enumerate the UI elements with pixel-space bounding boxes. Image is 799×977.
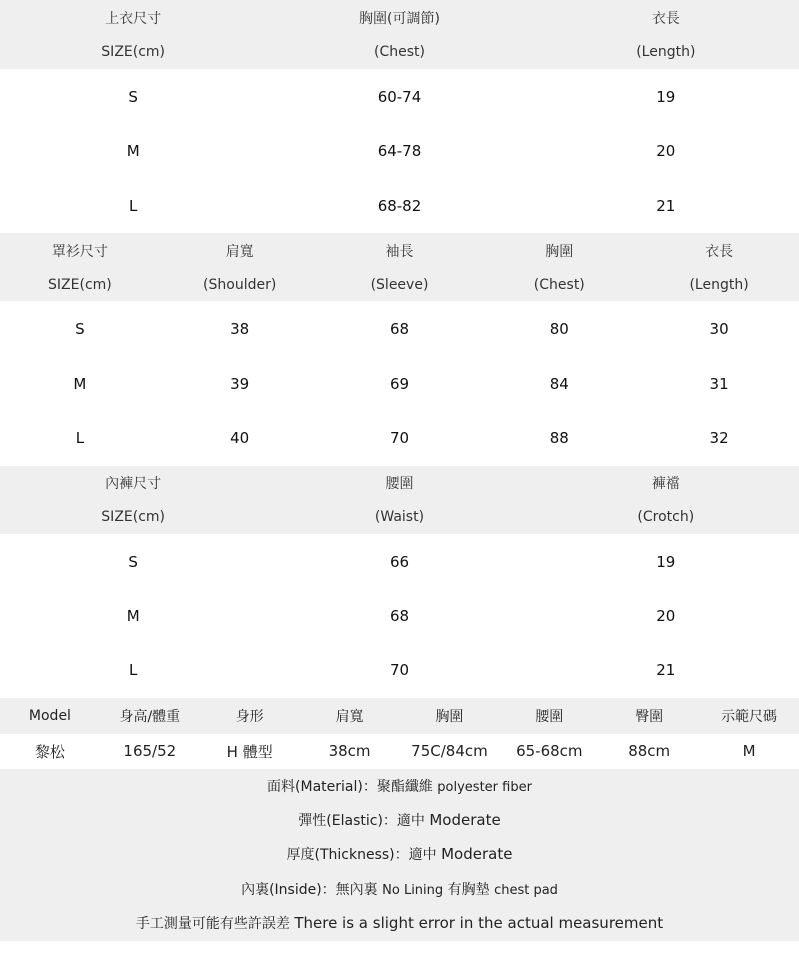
thickness-line: 厚度(Thickness)：適中 Moderate (286, 845, 513, 863)
table-row (0, 140, 799, 162)
jacket-length-title: 衣長 (705, 244, 734, 260)
chest-cell: 80 (549, 320, 569, 338)
sample-size-value: M (742, 742, 756, 760)
jacket-header-row-en (0, 274, 799, 296)
top-length-en: (Length) (636, 44, 696, 60)
chest-cell: 68-82 (377, 197, 422, 215)
table-row (0, 659, 799, 681)
size-cell: M (126, 142, 140, 160)
height-weight-label: 身高/體重 (119, 709, 181, 725)
waist-cell: 70 (389, 661, 410, 679)
waist-cell: 66 (389, 553, 410, 571)
shorts-size-title: 內褲尺寸 (105, 476, 162, 492)
sleeve-cell: 69 (389, 375, 410, 393)
crotch-cell: 19 (656, 553, 676, 571)
model-values-row (0, 740, 799, 762)
shorts-header-row-en (0, 506, 799, 528)
sleeve-cell: 68 (389, 320, 410, 338)
jacket-size-unit: SIZE(cm) (48, 277, 112, 293)
shorts-size-unit: SIZE(cm) (101, 509, 166, 525)
jacket-shoulder-en: (Shoulder) (203, 277, 277, 293)
length-cell: 19 (656, 88, 676, 106)
model-label: Model (28, 708, 71, 724)
shorts-waist-en: (Waist) (374, 509, 425, 525)
table-row (0, 86, 799, 108)
crotch-cell: 21 (656, 661, 676, 679)
table-row (0, 551, 799, 573)
hip-label: 臀圍 (635, 709, 664, 725)
shoulder-cell: 40 (230, 429, 250, 447)
table-row (0, 373, 799, 395)
chest-value: 75C/84cm (411, 742, 488, 760)
jacket-sleeve-title: 袖長 (385, 244, 414, 260)
measurement-error-line: 手工測量可能有些許誤差 There is a slight error in the actual measurement (135, 914, 664, 932)
size-cell: L (75, 429, 85, 447)
top-size-unit: SIZE(cm) (101, 44, 166, 60)
length-cell: 31 (709, 375, 729, 393)
jacket-sleeve-en: (Sleeve) (370, 277, 429, 293)
size-cell: M (73, 375, 87, 393)
top-header-row-cn (0, 7, 799, 29)
size-cell: S (75, 320, 85, 338)
length-cell: 21 (656, 197, 676, 215)
waist-cell: 68 (389, 607, 410, 625)
shorts-crotch-title: 褲襠 (651, 476, 680, 492)
shorts-waist-title: 腰圍 (385, 476, 414, 492)
length-cell: 32 (709, 429, 729, 447)
inside-line: 內裏(Inside)：無內裏 No Lining 有胸墊 chest pad (241, 882, 558, 898)
size-cell: S (128, 88, 138, 106)
chest-cell: 88 (549, 429, 569, 447)
size-cell: L (128, 661, 138, 679)
shorts-crotch-en: (Crotch) (637, 509, 695, 525)
jacket-chest-en: (Chest) (533, 277, 585, 293)
jacket-size-title: 罩衫尺寸 (51, 244, 108, 260)
crotch-cell: 20 (656, 607, 676, 625)
elastic-line: 彈性(Elastic)：適中 Moderate (298, 811, 501, 829)
sample-size-label: 示範尺碼 (721, 709, 778, 725)
chest-cell: 84 (549, 375, 569, 393)
top-chest-title: 胸圍(可調節) (359, 11, 440, 27)
model-name: 黎松 (34, 742, 65, 761)
waist-value: 65-68cm (516, 742, 583, 760)
material-line: 面料(Material)：聚酯纖維 polyester fiber (267, 779, 532, 795)
top-length-title: 衣長 (651, 11, 680, 27)
size-cell: L (128, 197, 138, 215)
jacket-header-row-cn (0, 240, 799, 262)
shoulder-value: 38cm (328, 742, 371, 760)
table-row (0, 427, 799, 449)
size-cell: M (126, 607, 140, 625)
chest-label: 胸圍 (435, 709, 464, 725)
top-size-title: 上衣尺寸 (105, 11, 162, 27)
shorts-header-row-cn (0, 472, 799, 494)
jacket-chest-title: 胸圍 (545, 244, 574, 260)
shoulder-label: 肩寬 (335, 709, 364, 725)
shoulder-cell: 39 (230, 375, 250, 393)
table-row (0, 605, 799, 627)
top-chest-en: (Chest) (374, 44, 425, 60)
height-weight-value: 165/52 (123, 742, 177, 760)
waist-label: 腰圍 (535, 709, 564, 725)
hip-value: 88cm (628, 742, 671, 760)
body-shape-label: 身形 (235, 709, 264, 725)
length-cell: 30 (709, 320, 729, 338)
shoulder-cell: 38 (230, 320, 250, 338)
sleeve-cell: 70 (389, 429, 410, 447)
jacket-shoulder-title: 肩寬 (225, 244, 254, 260)
body-shape-value: H 體型 (226, 742, 273, 761)
length-cell: 20 (656, 142, 676, 160)
chest-cell: 60-74 (377, 88, 422, 106)
table-row (0, 318, 799, 340)
size-cell: S (128, 553, 138, 571)
jacket-length-en: (Length) (689, 277, 749, 293)
table-row (0, 195, 799, 217)
top-header-row-en (0, 41, 799, 63)
chest-cell: 64-78 (377, 142, 422, 160)
model-header-row (0, 705, 799, 727)
